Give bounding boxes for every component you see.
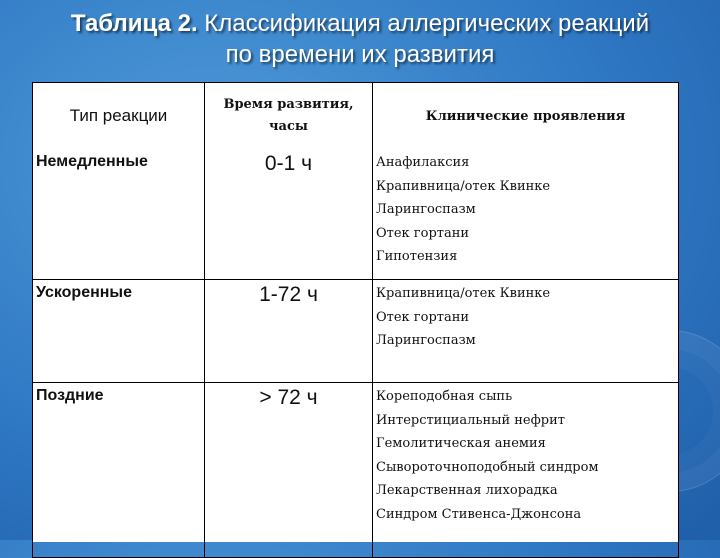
classification-table [32, 82, 679, 558]
symptom-item: Отек гортани [376, 309, 470, 325]
symptom-item: Ларингоспазм [376, 202, 476, 217]
slide-title [0, 8, 720, 70]
development-time-cell: > 72 ч [205, 383, 373, 558]
symptom-item: Лекарственная лихорадка [376, 483, 558, 498]
title-bold-prefix: Таблица 2. [70, 10, 198, 37]
symptom-item: Анафилаксия [376, 155, 470, 170]
classification-table-container [32, 82, 678, 542]
clinical-manifestations-cell [373, 280, 679, 383]
symptom-item: Ларингоспазм [376, 333, 476, 348]
symptom-list [373, 383, 678, 526]
reaction-type-cell: Немедленные [33, 149, 205, 280]
symptom-item: Кореподобная сыпь [376, 389, 513, 404]
title-line-1-text: Классификация аллергических реакций [197, 10, 650, 37]
symptom-list [373, 149, 678, 269]
symptom-item: Крапивница/отек Квинке [376, 178, 551, 194]
symptom-item: Гипотензия [376, 249, 458, 264]
table-row [33, 149, 679, 280]
table-row [33, 280, 679, 383]
symptom-item: Синдром Стивенса-Джонсона [376, 506, 582, 522]
reaction-type-cell: Поздние [33, 383, 205, 558]
symptom-item: Интерстициальный нефрит [376, 412, 565, 428]
title-line-2: по времени их развития [225, 41, 495, 68]
symptom-list [373, 280, 678, 353]
header-development-time: Время развития, часы [205, 83, 373, 150]
table-row [33, 383, 679, 558]
symptom-item: Крапивница/отек Квинке [376, 286, 551, 301]
development-time-cell: 1-72 ч [205, 280, 373, 383]
title-line-1 [0, 8, 720, 39]
reaction-type-cell: Ускоренные [33, 280, 205, 383]
symptom-item: Сывороточноподобный синдром [376, 459, 599, 475]
clinical-manifestations-cell [373, 149, 679, 280]
development-time-cell: 0-1 ч [205, 149, 373, 280]
table-header-row [33, 83, 679, 150]
header-clinical-manifestations: Клинические проявления [373, 83, 679, 150]
symptom-item: Отек гортани [376, 225, 470, 241]
symptom-item: Гемолитическая анемия [376, 436, 546, 451]
clinical-manifestations-cell [373, 383, 679, 558]
header-reaction-type: Тип реакции [33, 83, 205, 150]
